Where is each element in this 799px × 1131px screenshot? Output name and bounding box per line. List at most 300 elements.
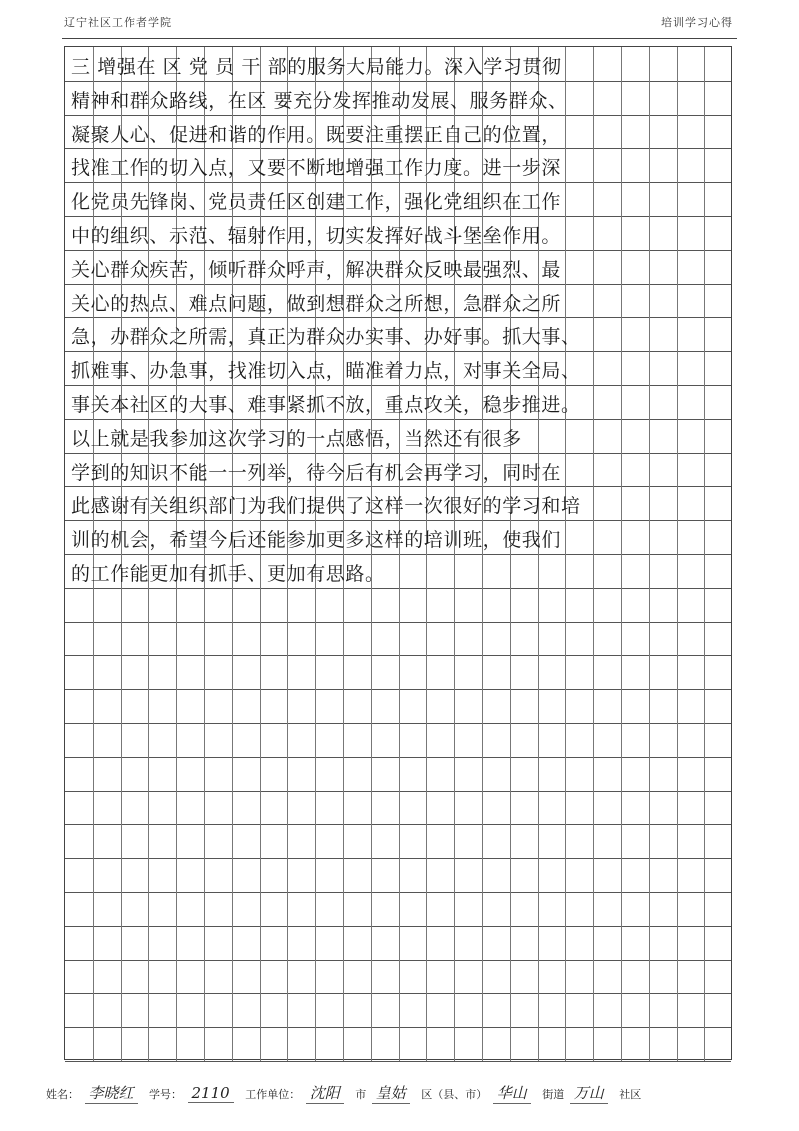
grid-cell-divider	[677, 47, 678, 81]
grid-row	[65, 689, 731, 724]
grid-cell-divider	[204, 622, 205, 656]
grid-cell-divider	[343, 824, 344, 858]
grid-cell-divider	[649, 554, 650, 588]
grid-cell-divider	[621, 453, 622, 487]
grid-cell-divider	[148, 622, 149, 656]
grid-cell-divider	[677, 960, 678, 994]
grid-cell-divider	[260, 655, 261, 689]
grid-row	[65, 182, 731, 217]
grid-cell-divider	[260, 791, 261, 825]
grid-cell-divider	[649, 960, 650, 994]
grid-cell-divider	[93, 824, 94, 858]
grid-cell-divider	[426, 892, 427, 926]
grid-cell-divider	[593, 926, 594, 960]
grid-cell-divider	[454, 554, 455, 588]
grid-cell-divider	[649, 892, 650, 926]
grid-cell-divider	[538, 655, 539, 689]
grid-cell-divider	[649, 926, 650, 960]
grid-cell-divider	[371, 757, 372, 791]
grid-cell-divider	[482, 791, 483, 825]
grid-cell-divider	[593, 1027, 594, 1061]
grid-cell-divider	[93, 1027, 94, 1061]
unit-label: 工作单位：	[245, 1088, 301, 1101]
grid-cell-divider	[204, 993, 205, 1027]
grid-cell-divider	[232, 723, 233, 757]
grid-cell-divider	[232, 655, 233, 689]
grid-cell-divider	[343, 655, 344, 689]
grid-cell-divider	[565, 284, 566, 318]
grid-cell-divider	[454, 655, 455, 689]
grid-cell-divider	[677, 419, 678, 453]
grid-cell-divider	[538, 419, 539, 453]
grid-cell-divider	[510, 757, 511, 791]
grid-cell-divider	[204, 689, 205, 723]
grid-cell-divider	[121, 723, 122, 757]
grid-cell-divider	[399, 791, 400, 825]
grid-cell-divider	[593, 554, 594, 588]
grid-cell-divider	[593, 520, 594, 554]
grid-cell-divider	[482, 588, 483, 622]
grid-cell-divider	[649, 824, 650, 858]
name-value: 李晓红	[85, 1082, 138, 1104]
grid-row	[65, 284, 731, 319]
grid-cell-divider	[649, 419, 650, 453]
grid-row	[65, 351, 731, 386]
grid-cell-divider	[593, 960, 594, 994]
grid-cell-divider	[260, 858, 261, 892]
grid-cell-divider	[649, 351, 650, 385]
grid-cell-divider	[649, 1027, 650, 1061]
grid-cell-divider	[454, 892, 455, 926]
grid-cell-divider	[121, 926, 122, 960]
footer-info	[46, 1082, 643, 1104]
grid-cell-divider	[621, 250, 622, 284]
grid-cell-divider	[371, 723, 372, 757]
grid-cell-divider	[677, 182, 678, 216]
grid-row	[65, 385, 731, 420]
grid-cell-divider	[232, 757, 233, 791]
grid-cell-divider	[704, 655, 705, 689]
grid-cell-divider	[565, 419, 566, 453]
grid-cell-divider	[426, 791, 427, 825]
name-label: 姓名：	[46, 1088, 79, 1101]
grid-cell-divider	[677, 757, 678, 791]
grid-cell-divider	[399, 655, 400, 689]
grid-cell-divider	[565, 757, 566, 791]
grid-cell-divider	[704, 791, 705, 825]
grid-cell-divider	[649, 453, 650, 487]
grid-cell-divider	[593, 419, 594, 453]
header-institution: 辽宁社区工作者学院	[64, 16, 172, 29]
district-label: 区（县、市）	[421, 1088, 488, 1101]
grid-cell-divider	[593, 284, 594, 318]
grid-row	[65, 892, 731, 927]
grid-cell-divider	[704, 892, 705, 926]
grid-cell-divider	[677, 791, 678, 825]
grid-cell-divider	[704, 47, 705, 81]
grid-cell-divider	[593, 453, 594, 487]
grid-cell-divider	[649, 723, 650, 757]
grid-cell-divider	[260, 892, 261, 926]
grid-cell-divider	[287, 892, 288, 926]
grid-cell-divider	[93, 960, 94, 994]
grid-cell-divider	[121, 892, 122, 926]
grid-cell-divider	[621, 588, 622, 622]
grid-cell-divider	[649, 317, 650, 351]
grid-cell-divider	[426, 622, 427, 656]
grid-cell-divider	[121, 622, 122, 656]
grid-cell-divider	[315, 757, 316, 791]
grid-cell-divider	[260, 1027, 261, 1061]
grid-cell-divider	[677, 486, 678, 520]
grid-cell-divider	[93, 993, 94, 1027]
grid-cell-divider	[343, 1027, 344, 1061]
grid-cell-divider	[176, 689, 177, 723]
grid-cell-divider	[649, 520, 650, 554]
id-label: 学号：	[149, 1088, 183, 1101]
grid-cell-divider	[704, 1027, 705, 1061]
grid-cell-divider	[538, 993, 539, 1027]
header-doc-type: 培训学习心得	[661, 16, 733, 29]
grid-cell-divider	[593, 858, 594, 892]
grid-cell-divider	[677, 858, 678, 892]
grid-cell-divider	[399, 757, 400, 791]
grid-cell-divider	[232, 824, 233, 858]
grid-cell-divider	[704, 351, 705, 385]
handwritten-line: 关心群众疾苦，倾听群众呼声，解决群众反映最强烈、最	[71, 258, 562, 281]
grid-cell-divider	[649, 115, 650, 149]
grid-cell-divider	[565, 993, 566, 1027]
grid-cell-divider	[399, 622, 400, 656]
grid-cell-divider	[426, 926, 427, 960]
grid-cell-divider	[677, 655, 678, 689]
grid-cell-divider	[93, 655, 94, 689]
grid-cell-divider	[510, 858, 511, 892]
grid-cell-divider	[482, 892, 483, 926]
grid-cell-divider	[565, 824, 566, 858]
grid-cell-divider	[232, 858, 233, 892]
grid-cell-divider	[399, 892, 400, 926]
city-label: 市	[355, 1088, 367, 1101]
grid-cell-divider	[482, 757, 483, 791]
grid-cell-divider	[677, 81, 678, 115]
grid-cell-divider	[649, 250, 650, 284]
grid-cell-divider	[260, 926, 261, 960]
handwritten-line: 抓难事、办急事，找准切入点，瞄准着力点，对事关全局、	[71, 360, 581, 383]
grid-cell-divider	[704, 81, 705, 115]
grid-cell-divider	[704, 486, 705, 520]
grid-cell-divider	[260, 723, 261, 757]
grid-cell-divider	[204, 892, 205, 926]
grid-cell-divider	[565, 520, 566, 554]
grid-cell-divider	[649, 588, 650, 622]
grid-cell-divider	[176, 791, 177, 825]
grid-cell-divider	[510, 588, 511, 622]
grid-cell-divider	[538, 622, 539, 656]
grid-cell-divider	[399, 689, 400, 723]
grid-row	[65, 824, 731, 859]
handwritten-line: 化党员先锋岗、党员责任区创建工作，强化党组织在工作	[71, 191, 562, 214]
grid-cell-divider	[343, 791, 344, 825]
grid-cell-divider	[93, 689, 94, 723]
grid-cell-divider	[593, 791, 594, 825]
grid-cell-divider	[510, 622, 511, 656]
grid-cell-divider	[593, 81, 594, 115]
grid-cell-divider	[176, 824, 177, 858]
grid-cell-divider	[232, 926, 233, 960]
grid-row	[65, 622, 731, 657]
grid-cell-divider	[426, 588, 427, 622]
grid-cell-divider	[482, 926, 483, 960]
handwritten-line: 的工作能更加有抓手、更加有思路。	[71, 563, 385, 585]
grid-cell-divider	[260, 588, 261, 622]
grid-cell-divider	[565, 588, 566, 622]
grid-cell-divider	[93, 926, 94, 960]
handwritten-line: 精神和群众路线，在区 要充分发挥推动发展、服务群众、	[71, 89, 568, 112]
grid-cell-divider	[454, 960, 455, 994]
grid-cell-divider	[121, 655, 122, 689]
grid-cell-divider	[426, 723, 427, 757]
grid-cell-divider	[148, 926, 149, 960]
grid-cell-divider	[704, 757, 705, 791]
grid-cell-divider	[482, 689, 483, 723]
grid-cell-divider	[704, 993, 705, 1027]
grid-cell-divider	[621, 385, 622, 419]
grid-cell-divider	[176, 588, 177, 622]
grid-cell-divider	[454, 689, 455, 723]
grid-cell-divider	[148, 858, 149, 892]
grid-cell-divider	[232, 588, 233, 622]
handwritten-line: 学到的知识不能一一列举，待今后有机会再学习，同时在	[71, 461, 562, 484]
grid-cell-divider	[621, 554, 622, 588]
grid-cell-divider	[232, 689, 233, 723]
grid-cell-divider	[565, 960, 566, 994]
grid-cell-divider	[649, 858, 650, 892]
grid-cell-divider	[593, 182, 594, 216]
grid-row	[65, 317, 731, 352]
grid-cell-divider	[371, 960, 372, 994]
grid-cell-divider	[649, 993, 650, 1027]
handwritten-line: 凝聚人心、促进和谐的作用。既要注重摆正自己的位置，	[71, 123, 562, 146]
grid-cell-divider	[510, 993, 511, 1027]
grid-row	[65, 993, 731, 1028]
grid-cell-divider	[510, 892, 511, 926]
grid-cell-divider	[593, 757, 594, 791]
grid-cell-divider	[426, 554, 427, 588]
grid-cell-divider	[510, 926, 511, 960]
grid-cell-divider	[593, 622, 594, 656]
street-value: 华山	[493, 1082, 531, 1104]
grid-cell-divider	[704, 419, 705, 453]
grid-cell-divider	[454, 824, 455, 858]
grid-cell-divider	[677, 993, 678, 1027]
grid-cell-divider	[621, 926, 622, 960]
grid-cell-divider	[704, 622, 705, 656]
grid-cell-divider	[704, 216, 705, 250]
grid-cell-divider	[454, 858, 455, 892]
grid-cell-divider	[176, 655, 177, 689]
grid-cell-divider	[621, 419, 622, 453]
grid-cell-divider	[426, 1027, 427, 1061]
grid-cell-divider	[538, 926, 539, 960]
grid-cell-divider	[621, 47, 622, 81]
grid-cell-divider	[538, 554, 539, 588]
grid-cell-divider	[565, 791, 566, 825]
grid-cell-divider	[148, 655, 149, 689]
grid-cell-divider	[343, 926, 344, 960]
grid-cell-divider	[121, 588, 122, 622]
grid-cell-divider	[482, 960, 483, 994]
grid-cell-divider	[93, 723, 94, 757]
grid-cell-divider	[677, 216, 678, 250]
grid-cell-divider	[649, 47, 650, 81]
grid-cell-divider	[538, 689, 539, 723]
grid-row	[65, 723, 731, 758]
grid-cell-divider	[399, 926, 400, 960]
grid-cell-divider	[649, 655, 650, 689]
grid-row	[65, 858, 731, 893]
grid-cell-divider	[649, 689, 650, 723]
grid-cell-divider	[287, 1027, 288, 1061]
grid-cell-divider	[649, 148, 650, 182]
grid-cell-divider	[649, 182, 650, 216]
grid-cell-divider	[482, 655, 483, 689]
grid-cell-divider	[176, 1027, 177, 1061]
grid-cell-divider	[454, 757, 455, 791]
grid-cell-divider	[454, 993, 455, 1027]
grid-cell-divider	[565, 689, 566, 723]
grid-cell-divider	[176, 960, 177, 994]
grid-cell-divider	[621, 655, 622, 689]
grid-cell-divider	[565, 182, 566, 216]
grid-cell-divider	[677, 520, 678, 554]
grid-cell-divider	[371, 588, 372, 622]
handwritten-line: 中的组织、示范、辐射作用，切实发挥好战斗堡垒作用。	[71, 225, 562, 247]
grid-cell-divider	[148, 757, 149, 791]
grid-cell-divider	[593, 148, 594, 182]
grid-cell-divider	[287, 689, 288, 723]
grid-row	[65, 453, 731, 488]
grid-cell-divider	[371, 858, 372, 892]
grid-row	[65, 148, 731, 183]
grid-cell-divider	[538, 1027, 539, 1061]
grid-cell-divider	[121, 960, 122, 994]
grid-row	[65, 115, 731, 150]
grid-cell-divider	[121, 824, 122, 858]
grid-cell-divider	[482, 858, 483, 892]
grid-cell-divider	[399, 1027, 400, 1061]
grid-cell-divider	[510, 960, 511, 994]
grid-cell-divider	[621, 757, 622, 791]
grid-cell-divider	[148, 960, 149, 994]
grid-cell-divider	[287, 824, 288, 858]
grid-cell-divider	[704, 284, 705, 318]
grid-cell-divider	[287, 993, 288, 1027]
grid-cell-divider	[621, 520, 622, 554]
handwritten-line: 三 增强在 区 党 员 干 部的服务大局能力。深入学习贯彻	[71, 56, 562, 78]
grid-cell-divider	[287, 858, 288, 892]
grid-cell-divider	[677, 351, 678, 385]
grid-cell-divider	[148, 1027, 149, 1061]
grid-cell-divider	[482, 1027, 483, 1061]
grid-cell-divider	[565, 858, 566, 892]
grid-cell-divider	[121, 791, 122, 825]
grid-cell-divider	[232, 622, 233, 656]
grid-cell-divider	[343, 858, 344, 892]
grid-cell-divider	[121, 993, 122, 1027]
grid-cell-divider	[704, 317, 705, 351]
grid-cell-divider	[204, 858, 205, 892]
grid-cell-divider	[565, 1027, 566, 1061]
grid-cell-divider	[343, 757, 344, 791]
grid-cell-divider	[704, 148, 705, 182]
grid-cell-divider	[704, 723, 705, 757]
grid-cell-divider	[426, 655, 427, 689]
grid-cell-divider	[260, 757, 261, 791]
grid-cell-divider	[260, 960, 261, 994]
grid-cell-divider	[315, 960, 316, 994]
grid-cell-divider	[93, 757, 94, 791]
grid-cell-divider	[593, 655, 594, 689]
grid-cell-divider	[176, 892, 177, 926]
community-value: 万山	[570, 1082, 608, 1104]
grid-cell-divider	[315, 993, 316, 1027]
header-rule	[62, 38, 737, 39]
grid-cell-divider	[621, 115, 622, 149]
grid-cell-divider	[315, 622, 316, 656]
grid-cell-divider	[399, 960, 400, 994]
grid-cell-divider	[565, 250, 566, 284]
grid-cell-divider	[426, 960, 427, 994]
grid-cell-divider	[148, 723, 149, 757]
grid-row	[65, 486, 731, 521]
grid-cell-divider	[677, 284, 678, 318]
grid-cell-divider	[677, 250, 678, 284]
grid-cell-divider	[621, 824, 622, 858]
grid-cell-divider	[593, 47, 594, 81]
grid-cell-divider	[510, 1027, 511, 1061]
grid-row	[65, 655, 731, 690]
grid-cell-divider	[232, 791, 233, 825]
grid-cell-divider	[565, 216, 566, 250]
grid-cell-divider	[371, 824, 372, 858]
handwritten-line: 关心的热点、难点问题，做到想群众之所想，急群众之所	[71, 292, 562, 315]
grid-cell-divider	[454, 791, 455, 825]
grid-cell-divider	[121, 689, 122, 723]
grid-cell-divider	[232, 892, 233, 926]
grid-cell-divider	[287, 622, 288, 656]
grid-cell-divider	[593, 317, 594, 351]
grid-cell-divider	[148, 892, 149, 926]
grid-cell-divider	[649, 81, 650, 115]
grid-cell-divider	[649, 622, 650, 656]
grid-cell-divider	[204, 1027, 205, 1061]
grid-cell-divider	[677, 926, 678, 960]
grid-cell-divider	[621, 216, 622, 250]
grid-cell-divider	[593, 993, 594, 1027]
grid-cell-divider	[287, 588, 288, 622]
grid-cell-divider	[482, 622, 483, 656]
grid-cell-divider	[426, 824, 427, 858]
grid-cell-divider	[677, 317, 678, 351]
grid-cell-divider	[593, 250, 594, 284]
grid-cell-divider	[315, 858, 316, 892]
grid-cell-divider	[677, 622, 678, 656]
handwritten-line: 找准工作的切入点，又要不断地增强工作力度。进一步深	[71, 157, 562, 180]
writing-grid	[64, 46, 732, 1060]
grid-cell-divider	[399, 858, 400, 892]
grid-cell-divider	[621, 148, 622, 182]
